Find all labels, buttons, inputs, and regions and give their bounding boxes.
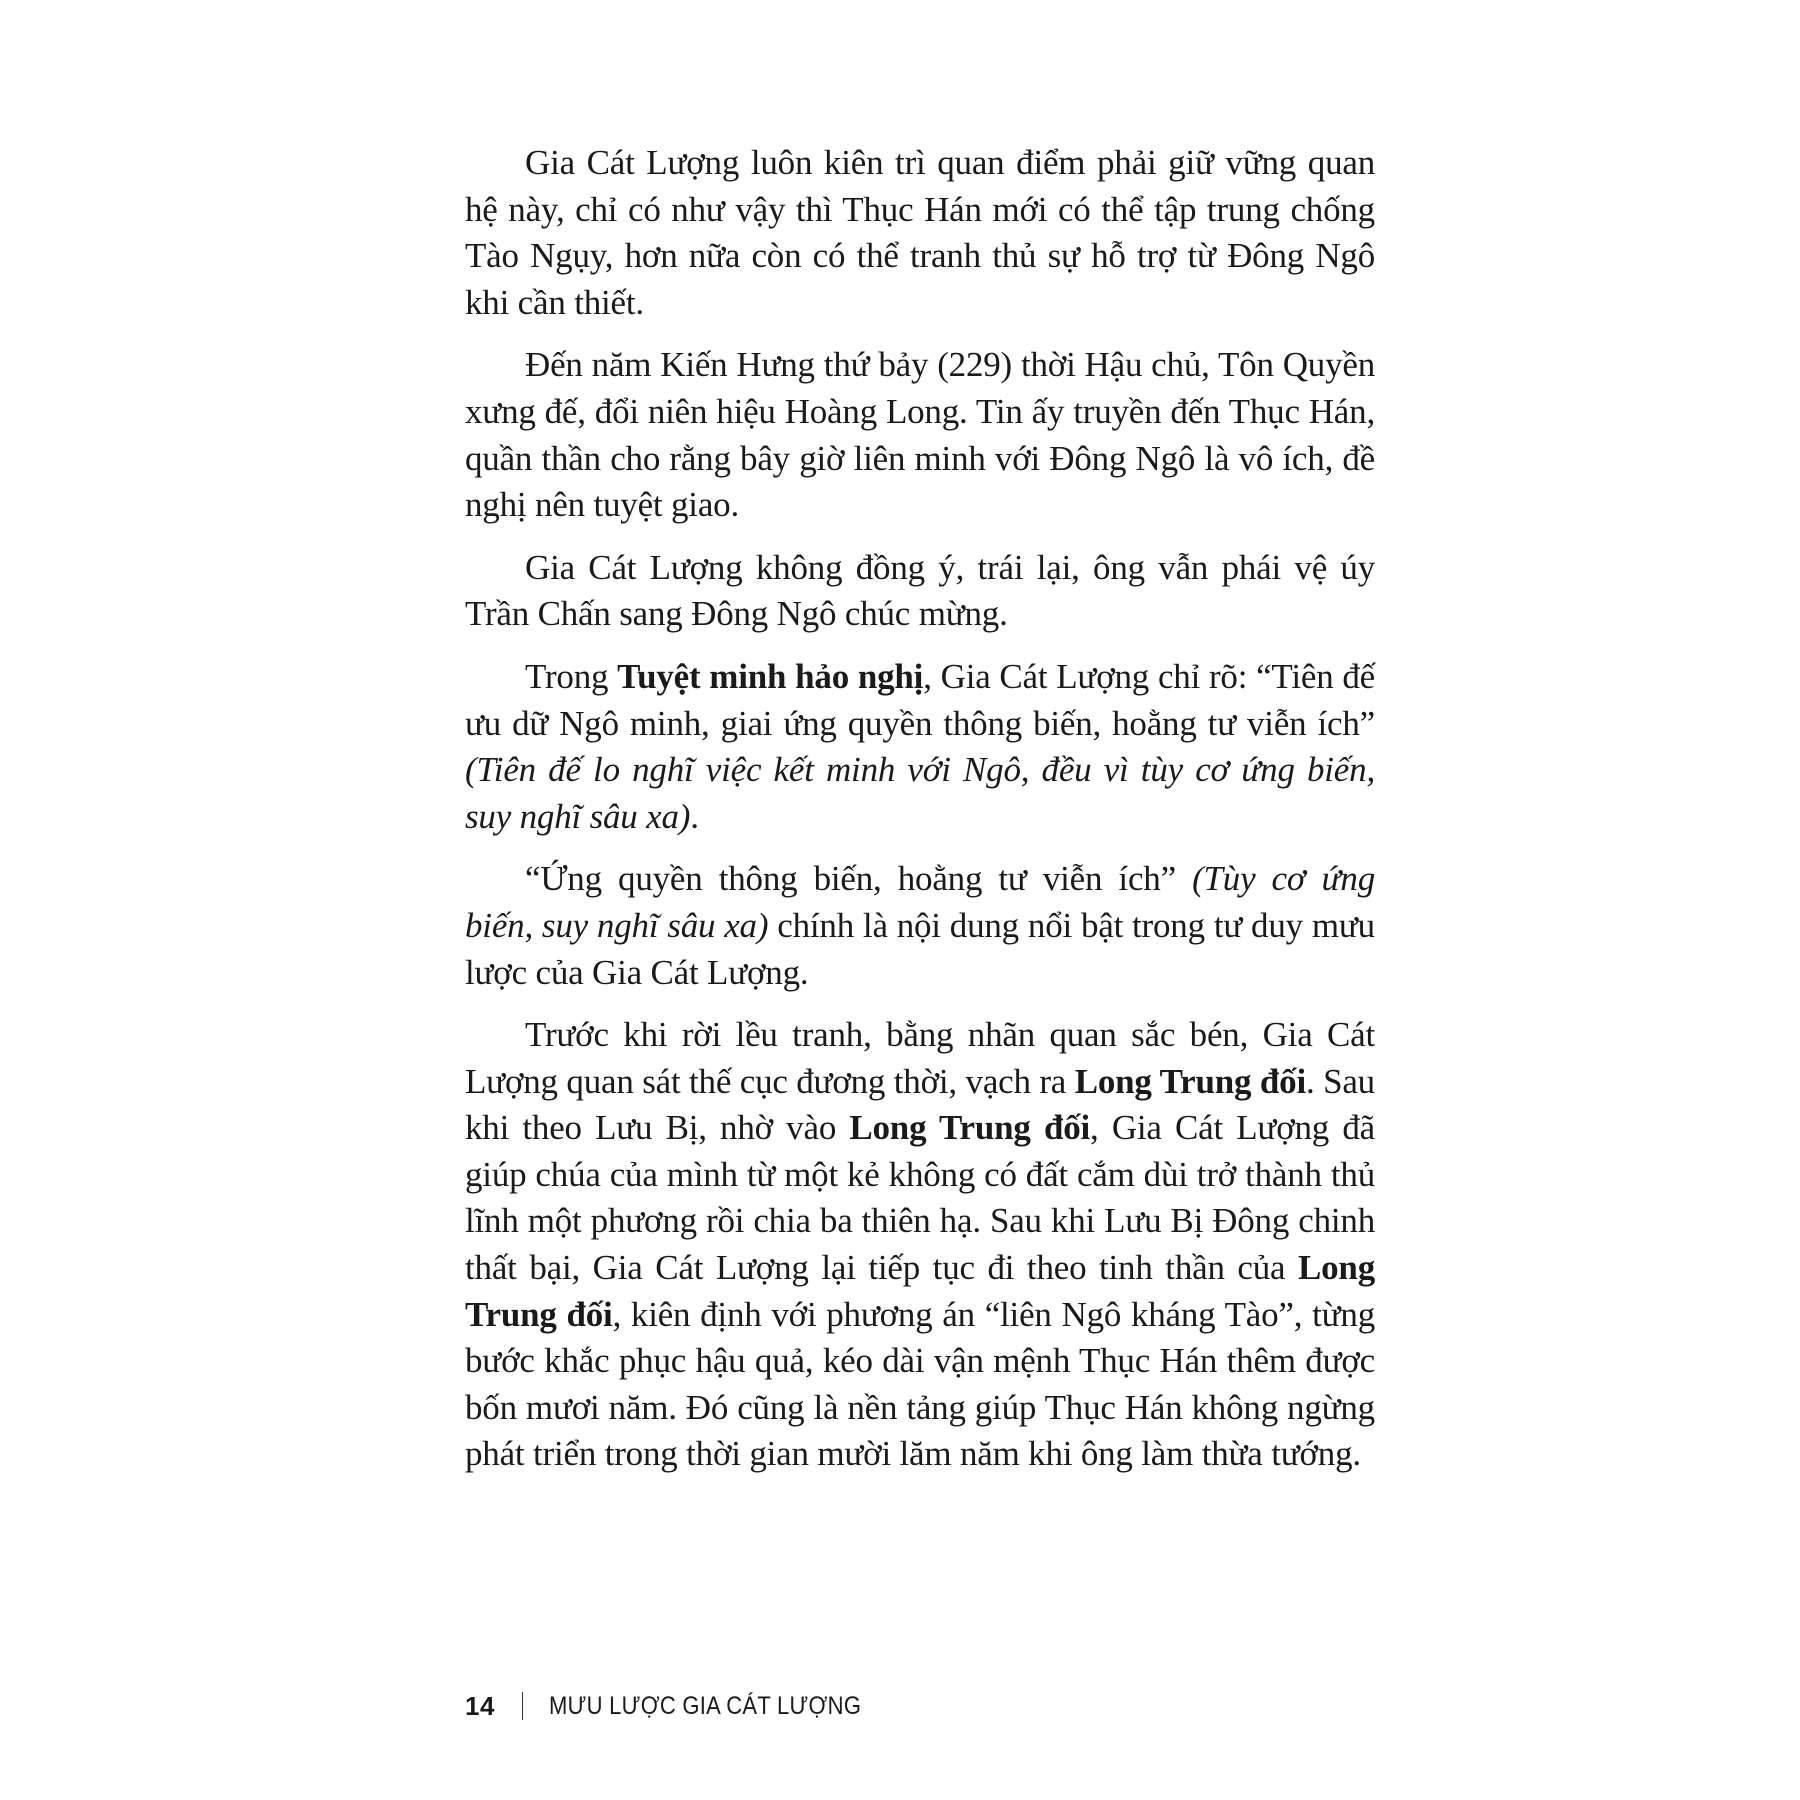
paragraph-text: Gia Cát Lượng luôn kiên trì quan điểm phải giữ vững quan hệ này, chỉ có như vậy thì Thục Hán mới có thể tập trung chống Tào Ngụy, hơn nữa còn có thể tranh thủ sự hỗ trợ từ Đông Ngô khi cần thiết. (465, 143, 1375, 322)
paragraph-text: Trước khi rời lều tranh, bằng nhãn quan sắc bén, Gia Cát Lượng quan sát thế cục đương thời, vạch ra (465, 1015, 1375, 1101)
translation-italic: (Tùy cơ ứng biến, suy nghĩ sâu xa) (465, 859, 1375, 945)
book-title-bold: Long Trung đối (849, 1108, 1091, 1148)
page-footer (465, 1688, 904, 1724)
paragraph-text: , Gia Cát Lượng đã giúp chúa của mình từ một kẻ không có đất cắm dùi trở thành thủ lĩnh một phương rồi chia ba thiên hạ. Sau khi Lưu Bị Đông chinh thất bại, Gia Cát Lượng lại tiếp tục đi theo tinh thần của (465, 1108, 1375, 1288)
paragraph-text: , kiên định với phương án “liên Ngô kháng Tào”, từng bước khắc phục hậu quả, kéo dài vận mệnh Thục Hán thêm được bốn mươi năm. Đó cũng là nền tảng giúp Thục Hán không ngừng phát triển trong thời gian mười lăm năm khi ông làm thừa tướng. (465, 1294, 1375, 1474)
paragraph-2 (465, 342, 1375, 528)
paragraph-1 (465, 140, 1375, 326)
book-title-bold: Long Trung đối (465, 1248, 1375, 1334)
paragraph-text: Trong (525, 656, 618, 696)
paragraph-text: “Ứng quyền thông biến, hoằng tư viễn ích” (525, 859, 1193, 899)
paragraph-6 (465, 1012, 1375, 1478)
paragraph-text: , Gia Cát Lượng chỉ rõ: “Tiên đế ưu dữ Ngô minh, giai ứng quyền thông biến, hoằng tư viễn ích” (465, 656, 1375, 743)
paragraph-5 (465, 856, 1375, 996)
paragraph-4 (465, 654, 1375, 840)
paragraph-text: chính là nội dung nổi bật trong tư duy mưu lược của Gia Cát Lượng. (465, 905, 1375, 992)
paragraph-text: . Sau khi theo Lưu Bị, nhờ vào (465, 1061, 1375, 1148)
paragraph-text: Gia Cát Lượng không đồng ý, trái lại, ông vẫn phái vệ úy Trần Chấn sang Đông Ngô chúc mừng. (465, 547, 1375, 634)
page-body (465, 140, 1375, 1494)
paragraph-3 (465, 545, 1375, 638)
translation-italic: (Tiên đế lo nghĩ việc kết minh với Ngô, đều vì tùy cơ ứng biến, suy nghĩ sâu xa) (465, 750, 1375, 836)
book-title-bold: Tuyệt minh hảo nghị (617, 656, 924, 696)
book-title-bold: Long Trung đối (1074, 1061, 1306, 1101)
running-title: MƯU LƯỢC GIA CÁT LƯỢNG (549, 1691, 862, 1720)
paragraph-text: Đến năm Kiến Hưng thứ bảy (229) thời Hậu chủ, Tôn Quyền xưng đế, đổi niên hiệu Hoàng Long. Tin ấy truyền đến Thục Hán, quần thần cho rằng bây giờ liên minh với Đông Ngô là vô ích, đề nghị nên tuyệt giao. (465, 345, 1375, 525)
paragraph-text: . (690, 796, 699, 836)
footer-divider (522, 1692, 524, 1720)
page-number: 14 (465, 1690, 495, 1721)
